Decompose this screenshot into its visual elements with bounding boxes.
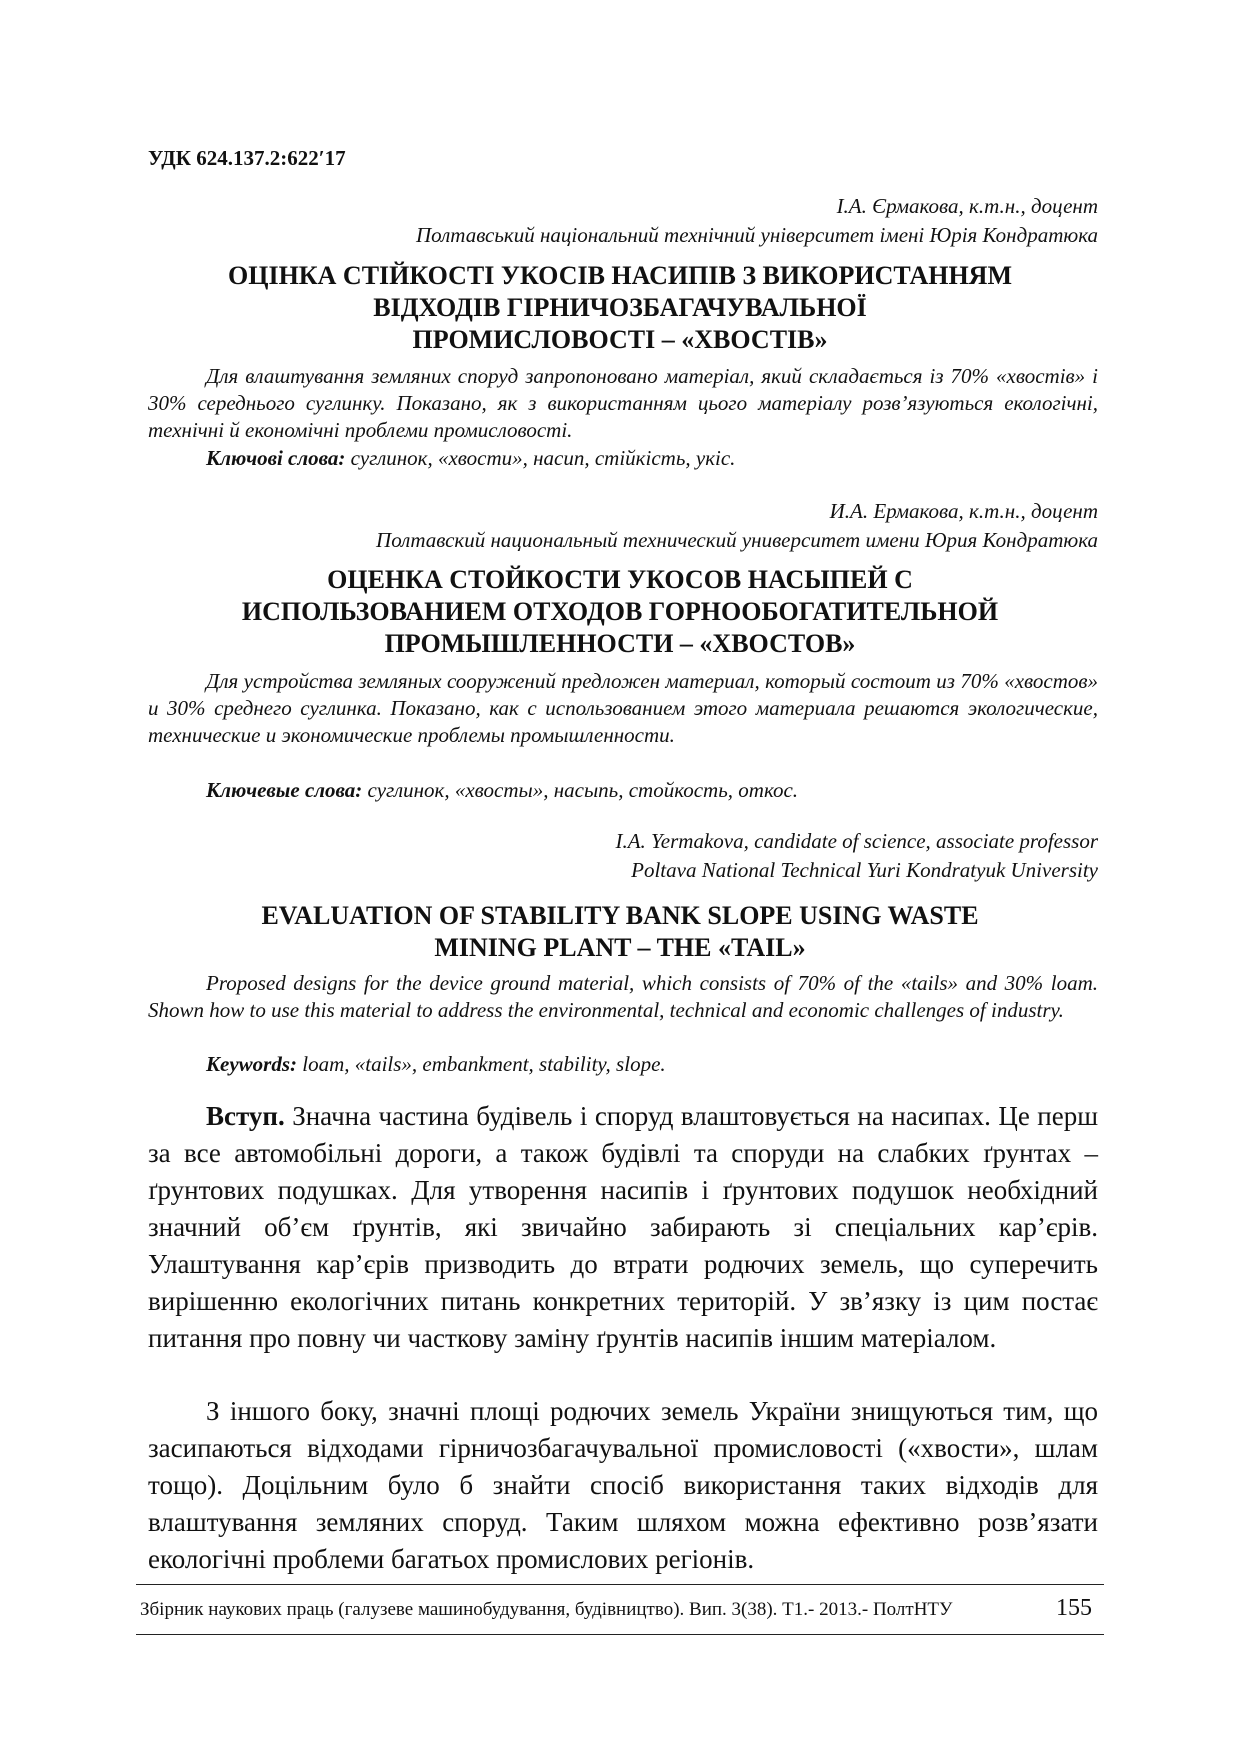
ru-keywords-label: Ключевые слова:	[206, 778, 363, 802]
en-keywords	[206, 1051, 1096, 1078]
ua-affiliation: Полтавський національний технічний університет імені Юрія Кондратюка	[415, 223, 1098, 247]
ru-abstract: Для устройства земляных сооружений предложен материал, который состоит из 70% «хвостов» и 30% среднего суглинка. Показано, как с использованием этого материала решаются экологические, технические и экономические проблемы промышленности.	[148, 669, 1098, 747]
en-title-line: MINING PLANT – THE «TAIL»	[434, 933, 806, 962]
ua-keywords-text: суглинок, «хвости», насип, стійкість, укіс.	[345, 446, 736, 470]
ua-abstract: Для влаштування земляних споруд запропоновано матеріал, який складається із 70% «хвостів» і 30% середнього суглинку. Показано, як з використанням цього матеріалу розв’язуються екологічні, технічні й економічні проблеми промисловості.	[148, 364, 1098, 442]
intro-text: Значна частина будівель і споруд влаштовується на насипах. Це перш за все автомобільні дороги, а також будівлі та споруди на слабких ґрунтах – ґрунтових подушках. Для утворення насипів і ґрунтових подушок необхідний значний об’єм ґрунтів, які звичайно забирають зі спеціальних кар’єрів. Улаштування кар’єрів призводить до втрати родючих земель, що суперечить вирішенню екологічних питань конкретних територій. У зв’язку із цим постає питання про повну чи часткову заміну ґрунтів насипів іншим матеріалом.	[148, 1101, 1098, 1353]
en-affiliation: Poltava National Technical Yuri Kondratyuk University	[631, 858, 1098, 882]
body-paragraph-second: З іншого боку, значні площі родючих земель України знищуються тим, що засипаються відходами гірничозбагачувальної промисловості («хвости», шлам тощо). Доцільним було б знайти спосіб використання таких відходів для влаштування земляних споруд. Таким шляхом можна ефективно розв’язати екологічні проблеми багатьох промислових регіонів.	[148, 1396, 1098, 1574]
ru-author: И.А. Ермакова, к.т.н., доцент	[829, 499, 1098, 523]
en-title	[140, 900, 1100, 964]
ua-title-line: ПРОМИСЛОВОСТІ – «ХВОСТІВ»	[412, 325, 828, 354]
ua-keywords-label: Ключові слова:	[206, 446, 346, 470]
ru-keywords	[206, 777, 1096, 804]
intro-heading: Вступ.	[206, 1101, 285, 1131]
footer-journal: Збірник наукових праць (галузеве машинобудування, будівництво). Вип. 3(38). Т1.- 2013.- ПолтНТУ	[140, 1599, 953, 1620]
ua-author: І.А. Єрмакова, к.т.н., доцент	[836, 194, 1098, 218]
en-keywords-label: Keywords:	[206, 1052, 297, 1076]
ru-affiliation: Полтавский национальный технический университет имени Юрия Кондратюка	[376, 528, 1098, 552]
ru-keywords-text: суглинок, «хвосты», насыпь, стойкость, откос.	[362, 778, 799, 802]
ru-title-line: ИСПОЛЬЗОВАНИЕМ ОТХОДОВ ГОРНООБОГАТИТЕЛЬНОЙ	[241, 597, 999, 626]
body-paragraph-intro	[148, 1098, 1098, 1357]
ua-keywords	[206, 445, 1096, 472]
ru-title	[140, 564, 1100, 660]
en-keywords-text: loam, «tails», embankment, stability, slope.	[297, 1052, 666, 1076]
ru-title-line: ОЦЕНКА СТОЙКОСТИ УКОСОВ НАСЫПЕЙ С	[327, 565, 913, 594]
footer	[140, 1595, 1100, 1621]
page-number: 155	[1056, 1595, 1092, 1621]
footer-top-rule	[136, 1584, 1104, 1585]
en-author: I.A. Yermakova, candidate of science, associate professor	[615, 829, 1098, 853]
ua-title-line: ВІДХОДІВ ГІРНИЧОЗБАГАЧУВАЛЬНОЇ	[373, 293, 867, 322]
ua-title	[140, 260, 1100, 356]
ua-title-line: ОЦІНКА СТІЙКОСТІ УКОСІВ НАСИПІВ З ВИКОРИСТАННЯМ	[228, 261, 1012, 290]
udk-code: УДК 624.137.2:622′17	[148, 146, 346, 170]
en-abstract: Proposed designs for the device ground material, which consists of 70% of the «tails» and 30% loam. Shown how to use this material to address the environmental, technical and economic challenges of industry.	[148, 971, 1098, 1022]
ru-title-line: ПРОМЫШЛЕННОСТИ – «ХВОСТОВ»	[384, 629, 856, 658]
en-title-line: EVALUATION OF STABILITY BANK SLOPE USING WASTE	[261, 901, 979, 930]
footer-bottom-rule	[136, 1634, 1104, 1635]
